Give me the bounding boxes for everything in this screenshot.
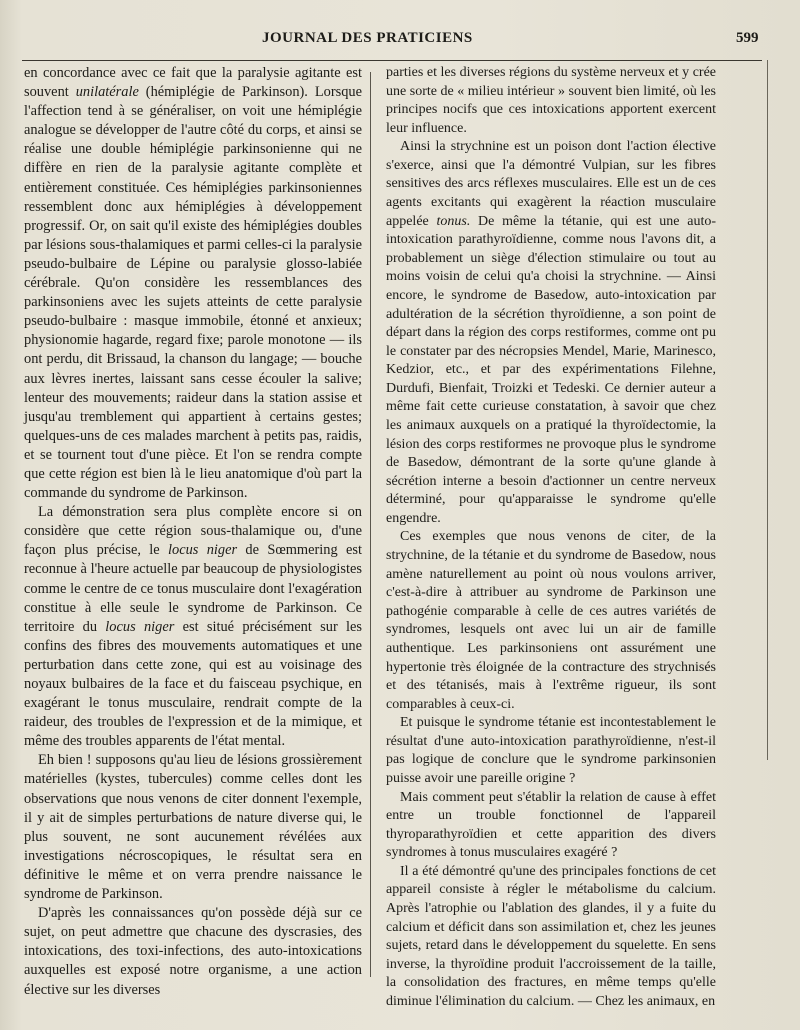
right-column [386,64,716,1011]
margin-rule [767,60,768,760]
right-paragraph-1: parties et les diverses régions du système nerveux et y crée une sorte de « milieu intérieur » souvent bien limité, où les principes nocifs que ces intoxications apportent exercent leur influence. [386,65,716,136]
right-paragraph-5: Mais comment peut s'établir la relation de cause à effet entre un trouble fonctionnel de l'appareil thyroparathyroïdien et cette apparition des divers syndromes à tonus musculaires exagéré ? [386,789,716,861]
left-paragraph-3: Eh bien ! supposons qu'au lieu de lésions grossièrement matérielles (kystes, tubercules) comme celles dont les observations que nous venons de citer donnent l'exemple, il y ait de simples perturbations de nature diverse qui, le plus souvent, ne sont aucunement révélées aux investigations nécroscopiques, le résultat sera en définitive le même et on verra prendre naissance le syndrome de Parkinson. [24,752,362,903]
column-divider [370,72,371,977]
header-rule [22,60,762,61]
left-paragraph-2: La démonstration sera plus complète encore si on considère que cette région sous-thalamique ou, d'une façon plus précise, le locus niger de Sœmmering est reconnue à l'heure actuelle par beaucoup de physiologistes comme le centre de ce tonus musculaire dont l'exagération constitue à elle seule le syndrome de Parkinson. Ce territoire du locus niger est situé précisément sur les confins des fibres des mouvements automatiques et une perturbation dans cette zone, qui est au voisinage des noyaux bulbaires de la face et du faisceau psychique, en exagérant le tonus musculaire, rendrait compte de la raideur, des troubles de l'expression et de la mimique, et même des troubles apparents de l'état mental. [24,504,363,750]
running-header [0,30,800,52]
right-paragraph-4: Et puisque le syndrome tétanie est incontestablement le résultat d'une auto-intoxication parathyroïdienne, n'est-il pas logique de conclure que le syndrome parkinsonien puisse avoir une pareille origine ? [386,715,716,786]
page-number: 599 [736,30,759,46]
right-paragraph-6: Il a été démontré qu'une des principales fonctions de cet appareil consiste à régler le métabolisme du calcium. Après l'atrophie ou l'ablation des glandes, il y a fuite du calcium et déficit dans son assimilation et, chez les jeunes sujets, retard dans le développement du squelette. En sens inverse, la thyroïdine produit l'accroissement de la taille, la consolidation des fractures, en même temps qu'elle diminue l'élimination du calcium. — Chez les animaux, en [386,863,716,1009]
right-paragraph-2: Ainsi la strychnine est un poison dont l'action élective s'exerce, ainsi que l'a démontré Vulpian, sur les fibres sensitives des arcs réflexes musculaires. Elle est un de ces agents excitants qui exagèrent la réaction musculaire appelée tonus. De même la tétanie, qui est une auto-intoxication parathyroïdienne, comme nous l'avons dit, a probablement un siège d'élection stimulaire ou tout au moins voisin de celui qu'a choisi la strychnine. — Ainsi encore, le syndrome de Basedow, auto-intoxication par adultération de la sécrétion thyroïdienne, a son point de départ dans la région des corps restiformes, comme ont pu le constater par des nécropsies Mendel, Marie, Marinesco, Kedzior, etc., et par des expérimentations Filehne, Durdufi, Bienfait, Troizki et Tedeski. Ce dernier auteur a même fait cette curieuse constatation, à savoir que chez les animaux auxquels on a pratiqué la thyroïdectomie, la lésion des corps restiformes ne provoque plus le syndrome de Basedow, démontrant de la sorte qu'une glande à sécrétion interne a besoin d'actionner un centre nerveux déterminé, pour qu'apparaisse le syndrome qu'elle engendre. [386,139,716,526]
left-column [24,64,362,1000]
left-paragraph-1: en concordance avec ce fait que la paralysie agitante est souvent unilatérale (hémiplégie de Parkinson). Lorsque l'affection tend à se généraliser, on voit une hémiplégie analogue se développer de l'autre côté du corps, et ainsi se réalise une double hémiplégie parkinsonienne qui ne diffère en rien de la paralysie agitante complète et entièrement constituée. Ces hémiplégies parkinsoniennes ressemblent donc aux hémiplégies à développement progressif. Or, on sait qu'il existe des hémiplégies doubles par lésions sous-thalamiques et parmi celles-ci la paralysie pseudo-bulbaire de Lépine ou paralysie glosso-labiée cérébrale. Qu'on considère les ressemblances des parkinsoniens avec les sujets atteints de cette paralysie pseudo-bulbaire : masque immobile, étonné et anxieux; physionomie hagarde, regard fixe; parole monotone — ils ont perdu, dit Brissaud, la chanson du langage; — bouche aux lèvres inertes, laissant sans cesse écouler la salive; lenteur des mouvements; raideur dans la station assise et jusqu'au tremblement qui appartient à certains gestes; quelques-uns de ces malades marchent à petits pas, raidis, et se tournent tout d'une pièce. Et l'on se rendra compte que cette région est bien là le lieu anatomique d'où part la commande du syndrome de Parkinson. [24,65,362,502]
left-paragraph-4: D'après les connaissances qu'on possède déjà sur ce sujet, on peut admettre que chacune des dyscrasies, des intoxications, des toxi-infections, des auto-intoxications auxquelles est exposé notre organisme, a une action élective sur les diverses [24,905,362,998]
right-paragraph-3: Ces exemples que nous venons de citer, de la strychnine, de la tétanie et du syndrome de Basedow, nous amène naturellement au point où nous voulons arriver, c'est-à-dire à attribuer au syndrome de Parkinson une pathogénie comparable à celle de ces autres variétés de syndromes, lesquels ont avec lui un air de famille authentique. Les parkinsoniens ont assurément une hypertonie très éloignée de la contracture des strychnisés et des tétanisés, mais à l'extrême rigueur, ils sont comparables à ceux-ci. [386,529,716,712]
journal-title: JOURNAL DES PRATICIENS [262,30,473,46]
